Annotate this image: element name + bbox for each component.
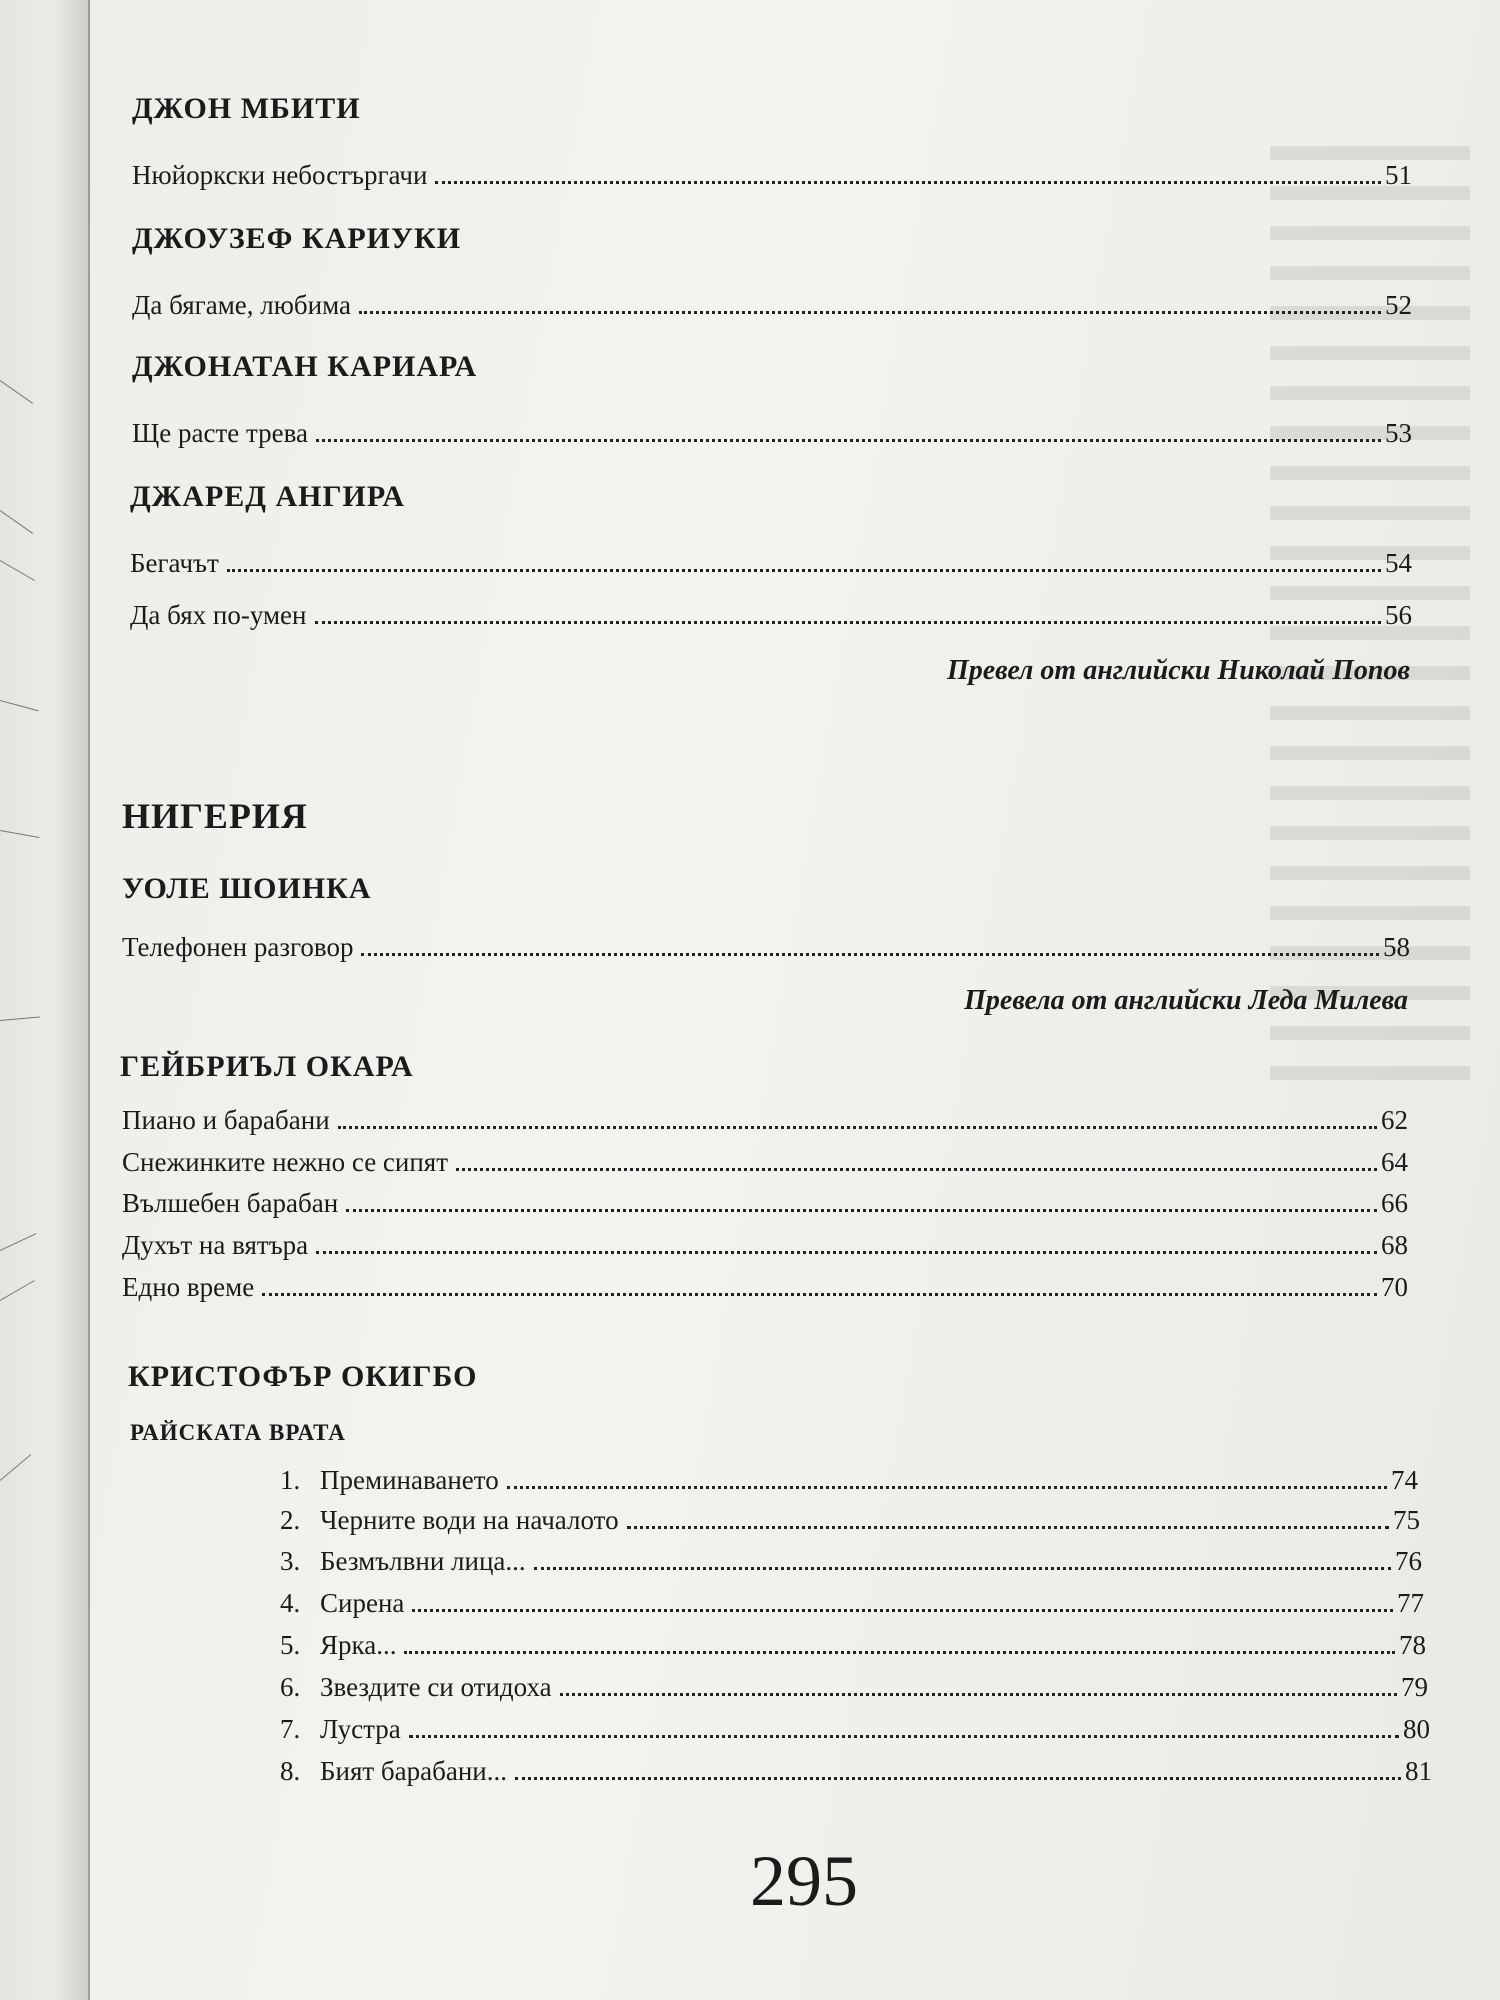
toc-entry: 5. Ярка... 78	[280, 1630, 1426, 1660]
toc-entry: Снежинките нежно се сипят 64	[122, 1147, 1408, 1177]
author-heading: ДЖОН МБИТИ	[132, 92, 361, 125]
toc-entry: Да бях по-умен 56	[130, 600, 1412, 630]
author-heading: ГЕЙБРИЪЛ ОКАРА	[120, 1050, 414, 1083]
toc-entry: Пиано и барабани 62	[122, 1105, 1408, 1135]
toc-entry: Нюйоркски небостъргачи 51	[132, 160, 1412, 190]
toc-entry: 3. Безмълвни лица... 76	[280, 1546, 1422, 1576]
left-page-edge	[0, 0, 90, 2000]
toc-entry: Духът на вятъра 68	[122, 1230, 1408, 1260]
toc-entry: 4. Сирена 77	[280, 1588, 1424, 1618]
toc-entry: 6. Звездите си отидоха 79	[280, 1672, 1428, 1702]
toc-entry: Телефонен разговор 58	[122, 932, 1410, 962]
toc-entry: 7. Лустра 80	[280, 1714, 1430, 1744]
author-heading: ДЖАРЕД АНГИРА	[130, 480, 406, 513]
toc-entry: 1. Преминаването 74	[280, 1465, 1418, 1495]
toc-entry: 8. Бият барабани... 81	[280, 1756, 1432, 1786]
book-page	[90, 0, 1500, 2000]
author-heading: ДЖОУЗЕФ КАРИУКИ	[132, 222, 462, 255]
translator-credit: Превела от английски Леда Милева	[964, 985, 1408, 1016]
toc-entry: 2. Черните води на началото 75	[280, 1505, 1420, 1535]
translator-credit: Превел от английски Николай Попов	[946, 655, 1410, 686]
subsection-heading: РАЙСКАТА ВРАТА	[130, 1420, 346, 1445]
author-heading: ДЖОНАТАН КАРИАРА	[132, 350, 478, 383]
author-heading: УОЛЕ ШОИНКА	[122, 872, 372, 905]
page-number: 295	[750, 1841, 858, 1921]
toc-entry: Да бягаме, любима 52	[132, 290, 1412, 320]
toc-entry: Бегачът 54	[130, 548, 1412, 578]
author-heading: КРИСТОФЪР ОКИГБО	[128, 1360, 478, 1393]
toc-entry: Ще расте трева 53	[132, 418, 1412, 448]
toc-entry: Едно време 70	[122, 1272, 1408, 1302]
toc-entry: Вълшебен барабан 66	[122, 1188, 1408, 1218]
country-heading: НИГЕРИЯ	[122, 796, 308, 836]
